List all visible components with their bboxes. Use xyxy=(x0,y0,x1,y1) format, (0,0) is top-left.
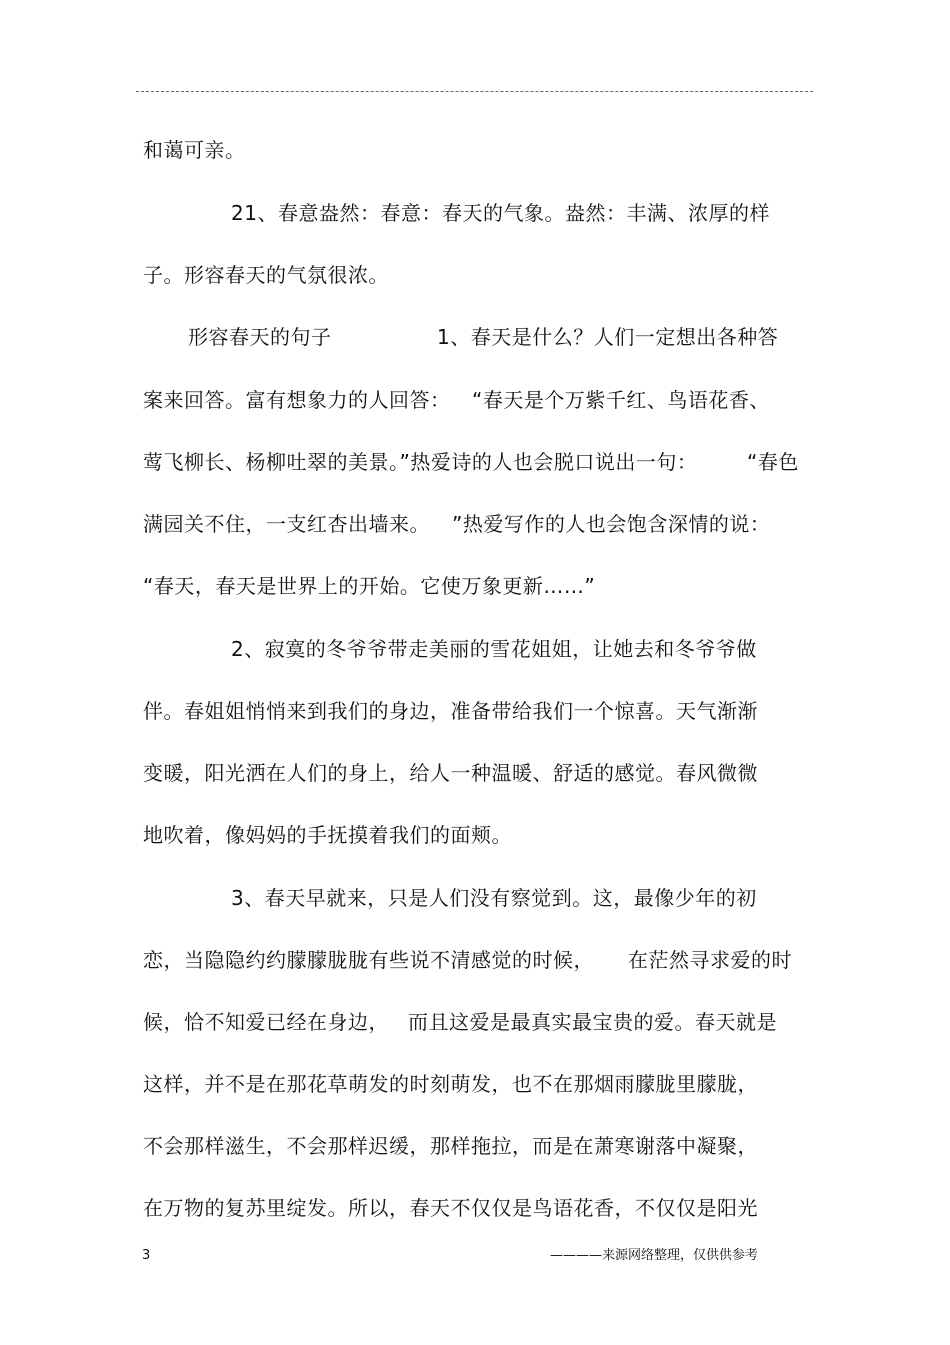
section-heading: 形容春天的句子 xyxy=(188,325,332,349)
text-line: 1、春天是什么？人们一定想出各种答 xyxy=(437,325,779,349)
text-line: “春天，春天是世界上的开始。它使万象更新……” xyxy=(143,574,596,598)
text-line: 而且这爱是最真实最宝贵的爱。春天就是 xyxy=(408,1010,777,1034)
text-line: “春色 xyxy=(747,450,799,474)
text-line: 和蔼可亲。 xyxy=(143,138,246,162)
text-line: 变暖，阳光洒在人们的身上，给人一种温暖、舒适的感觉。春风微微 xyxy=(143,761,758,785)
text-line: 21、春意盎然：春意：春天的气象。盎然：丰满、浓厚的样 xyxy=(231,201,770,225)
text-line: 这样，并不是在那花草萌发的时刻萌发，也不在那烟雨朦胧里朦胧， xyxy=(143,1072,758,1096)
text-line: 不会那样滋生，不会那样迟缓，那样拖拉，而是在萧寒谢落中凝聚， xyxy=(143,1134,758,1158)
text-line: 子。形容春天的气氛很浓。 xyxy=(143,263,389,287)
text-line: ”热爱写作的人也会饱含深情的说： xyxy=(452,512,771,536)
text-line: 恋，当隐隐约约朦朦胧胧有些说不清感觉的时候， xyxy=(143,948,594,972)
source-note: ————来源网络整理，仅供供参考 xyxy=(550,1248,759,1263)
text-line: “春天是个万紫千红、鸟语花香、 xyxy=(472,388,770,412)
text-line: 莺飞柳长、杨柳吐翠的美景。”热爱诗的人也会脱口说出一句： xyxy=(143,450,698,474)
text-line: 满园关不住，一支红杏出墙来。 xyxy=(143,512,430,536)
text-line: 2、寂寞的冬爷爷带走美丽的雪花姐姐，让她去和冬爷爷做 xyxy=(231,637,757,661)
text-line: 在茫然寻求爱的时 xyxy=(628,948,792,972)
text-line: 在万物的复苏里绽发。所以，春天不仅仅是鸟语花香，不仅仅是阳光 xyxy=(143,1196,758,1220)
text-line: 候，恰不知爱已经在身边， xyxy=(143,1010,389,1034)
header-rule xyxy=(136,91,813,92)
page-number: 3 xyxy=(142,1248,151,1263)
text-line: 案来回答。富有想象力的人回答： xyxy=(143,388,451,412)
text-line: 3、春天早就来，只是人们没有察觉到。这，最像少年的初 xyxy=(231,886,757,910)
text-line: 地吹着，像妈妈的手抚摸着我们的面颊。 xyxy=(143,823,512,847)
text-line: 伴。春姐姐悄悄来到我们的身边，准备带给我们一个惊喜。天气渐渐 xyxy=(143,699,758,723)
